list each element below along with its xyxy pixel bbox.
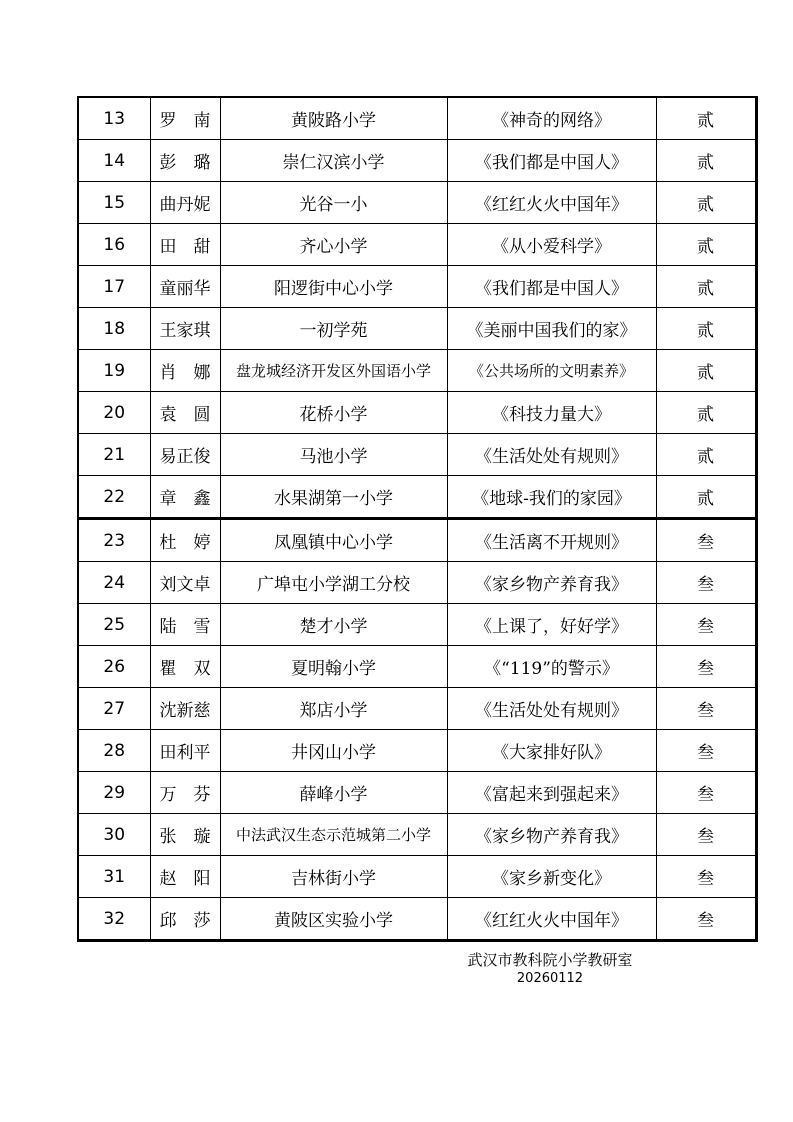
lesson-title: 《家乡物产养育我》	[447, 562, 656, 604]
row-number: 32	[78, 898, 150, 941]
lesson-title: 《地球-我们的家园》	[447, 476, 656, 519]
teacher-name: 袁 圆	[150, 392, 220, 434]
school-name: 一初学苑	[220, 308, 447, 350]
award-rank: 贰	[656, 350, 756, 392]
school-name: 夏明翰小学	[220, 646, 447, 688]
table-row	[78, 434, 756, 476]
award-rank: 叁	[656, 814, 756, 856]
teacher-name: 肖 娜	[150, 350, 220, 392]
school-name: 崇仁汉滨小学	[220, 140, 447, 182]
teacher-name: 瞿 双	[150, 646, 220, 688]
award-rank: 叁	[656, 730, 756, 772]
table-row	[78, 266, 756, 308]
school-name: 黄陂区实验小学	[220, 898, 447, 941]
school-name: 凤凰镇中心小学	[220, 519, 447, 562]
school-name: 光谷一小	[220, 182, 447, 224]
award-table	[77, 96, 758, 942]
teacher-name: 张 璇	[150, 814, 220, 856]
row-number: 25	[78, 604, 150, 646]
lesson-title: 《生活离不开规则》	[447, 519, 656, 562]
row-number: 30	[78, 814, 150, 856]
lesson-title: 《红红火火中国年》	[447, 182, 656, 224]
lesson-title: 《红红火火中国年》	[447, 898, 656, 941]
table-row	[78, 350, 756, 392]
teacher-name: 沈新慈	[150, 688, 220, 730]
teacher-name: 章 鑫	[150, 476, 220, 519]
teacher-name: 王家琪	[150, 308, 220, 350]
award-rank: 叁	[656, 604, 756, 646]
teacher-name: 刘文卓	[150, 562, 220, 604]
award-rank: 叁	[656, 646, 756, 688]
teacher-name: 田利平	[150, 730, 220, 772]
lesson-title: 《我们都是中国人》	[447, 266, 656, 308]
table-row	[78, 519, 756, 562]
teacher-name: 曲丹妮	[150, 182, 220, 224]
row-number: 18	[78, 308, 150, 350]
award-rank: 贰	[656, 182, 756, 224]
table-row	[78, 604, 756, 646]
award-rank: 贰	[656, 392, 756, 434]
award-rank: 叁	[656, 688, 756, 730]
school-name: 水果湖第一小学	[220, 476, 447, 519]
teacher-name: 易正俊	[150, 434, 220, 476]
lesson-title: 《富起来到强起来》	[447, 772, 656, 814]
table-row	[78, 646, 756, 688]
award-rank: 叁	[656, 898, 756, 941]
row-number: 19	[78, 350, 150, 392]
teacher-name: 童丽华	[150, 266, 220, 308]
lesson-title: 《科技力量大》	[447, 392, 656, 434]
row-number: 21	[78, 434, 150, 476]
row-number: 14	[78, 140, 150, 182]
school-name: 盘龙城经济开发区外国语小学	[220, 350, 447, 392]
row-number: 16	[78, 224, 150, 266]
teacher-name: 邱 莎	[150, 898, 220, 941]
table-row	[78, 182, 756, 224]
school-name: 中法武汉生态示范城第二小学	[220, 814, 447, 856]
table-row	[78, 898, 756, 941]
teacher-name: 彭 璐	[150, 140, 220, 182]
lesson-title: 《生活处处有规则》	[447, 434, 656, 476]
table-row	[78, 476, 756, 519]
teacher-name: 陆 雪	[150, 604, 220, 646]
issuing-organization: 武汉市教科院小学教研室	[467, 951, 633, 969]
table-row	[78, 772, 756, 814]
table-row	[78, 140, 756, 182]
award-rank: 贰	[656, 476, 756, 519]
award-rank: 叁	[656, 856, 756, 898]
lesson-title: 《家乡新变化》	[447, 856, 656, 898]
lesson-title: 《上课了，好好学》	[447, 604, 656, 646]
table-row	[78, 97, 756, 140]
school-name: 阳逻街中心小学	[220, 266, 447, 308]
row-number: 31	[78, 856, 150, 898]
row-number: 27	[78, 688, 150, 730]
teacher-name: 杜 婷	[150, 519, 220, 562]
teacher-name: 罗 南	[150, 97, 220, 140]
table-row	[78, 814, 756, 856]
lesson-title: 《“119”的警示》	[447, 646, 656, 688]
row-number: 17	[78, 266, 150, 308]
award-rank: 叁	[656, 562, 756, 604]
lesson-title: 《家乡物产养育我》	[447, 814, 656, 856]
issue-date: 20260112	[516, 971, 584, 986]
school-name: 马池小学	[220, 434, 447, 476]
table-row	[78, 392, 756, 434]
row-number: 24	[78, 562, 150, 604]
award-rank: 贰	[656, 97, 756, 140]
lesson-title: 《美丽中国我们的家》	[447, 308, 656, 350]
school-name: 齐心小学	[220, 224, 447, 266]
school-name: 广埠屯小学湖工分校	[220, 562, 447, 604]
row-number: 26	[78, 646, 150, 688]
row-number: 29	[78, 772, 150, 814]
award-rank: 贰	[656, 266, 756, 308]
teacher-name: 万 芬	[150, 772, 220, 814]
school-name: 郑店小学	[220, 688, 447, 730]
teacher-name: 田 甜	[150, 224, 220, 266]
row-number: 20	[78, 392, 150, 434]
award-rank: 贰	[656, 308, 756, 350]
lesson-title: 《大家排好队》	[447, 730, 656, 772]
award-rank: 贰	[656, 140, 756, 182]
lesson-title: 《生活处处有规则》	[447, 688, 656, 730]
award-rank: 叁	[656, 772, 756, 814]
school-name: 井冈山小学	[220, 730, 447, 772]
school-name: 楚才小学	[220, 604, 447, 646]
row-number: 13	[78, 97, 150, 140]
award-rank: 贰	[656, 224, 756, 266]
award-rank: 叁	[656, 519, 756, 562]
row-number: 22	[78, 476, 150, 519]
school-name: 薛峰小学	[220, 772, 447, 814]
lesson-title: 《神奇的网络》	[447, 97, 656, 140]
table-row	[78, 730, 756, 772]
row-number: 15	[78, 182, 150, 224]
lesson-title: 《我们都是中国人》	[447, 140, 656, 182]
row-number: 23	[78, 519, 150, 562]
school-name: 吉林街小学	[220, 856, 447, 898]
lesson-title: 《公共场所的文明素养》	[447, 350, 656, 392]
school-name: 花桥小学	[220, 392, 447, 434]
award-rank: 贰	[656, 434, 756, 476]
school-name: 黄陂路小学	[220, 97, 447, 140]
table-row	[78, 224, 756, 266]
table-row	[78, 308, 756, 350]
row-number: 28	[78, 730, 150, 772]
teacher-name: 赵 阳	[150, 856, 220, 898]
table-row	[78, 856, 756, 898]
table-row	[78, 688, 756, 730]
table-row	[78, 562, 756, 604]
lesson-title: 《从小爱科学》	[447, 224, 656, 266]
